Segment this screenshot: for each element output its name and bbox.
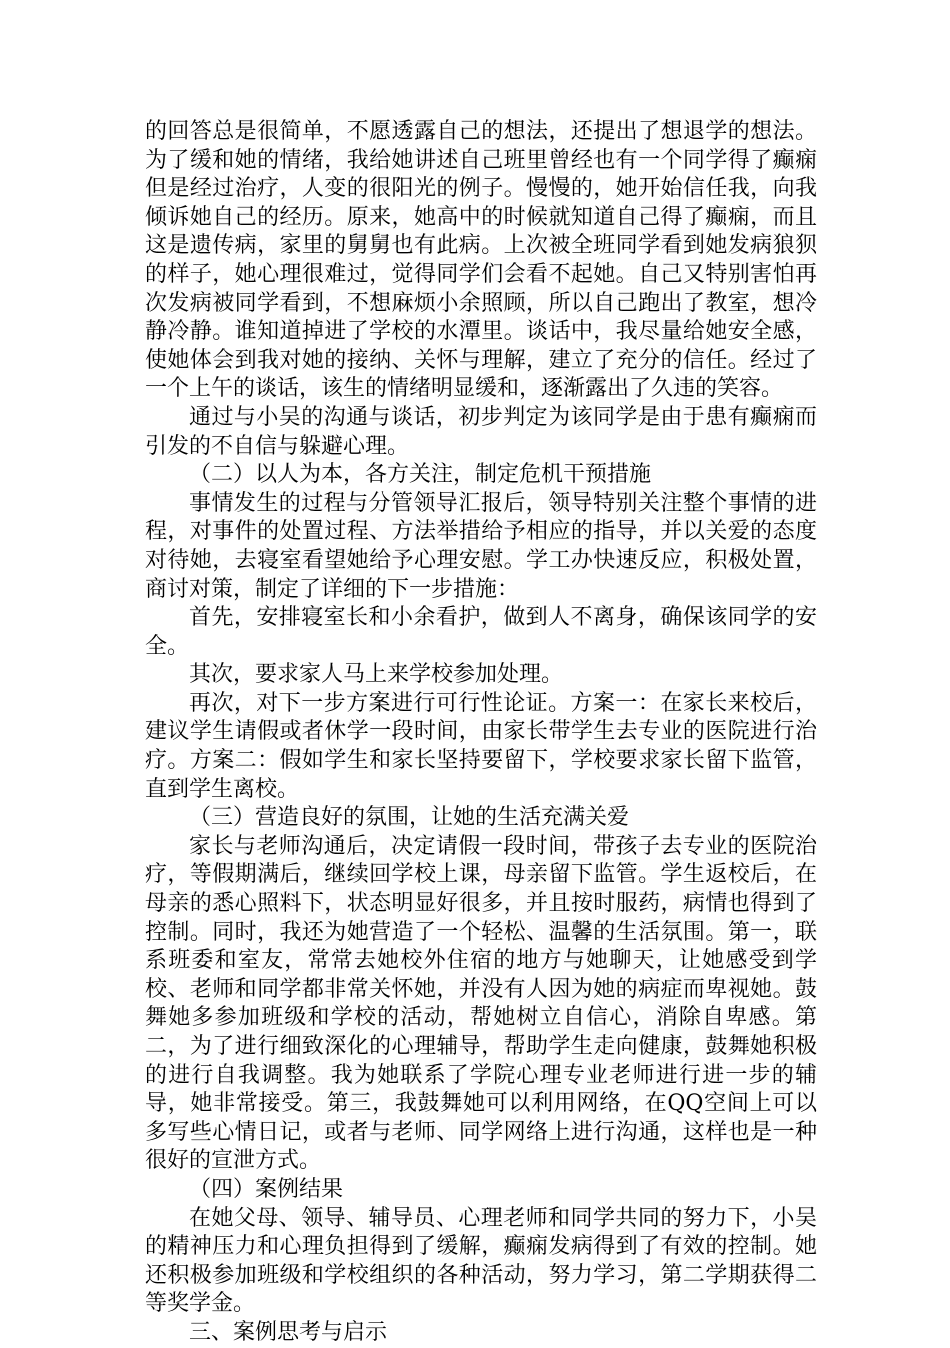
section-heading-3: （三）营造良好的氛围，让她的生活充满关爱 bbox=[189, 805, 630, 831]
paragraph-7: 家长与老师沟通后，决定请假一段时间，带孩子去专业的医院治疗，等假期满后，继续回学校上课，母亲留下监管。学生返校后，在母亲的悉心照料下，状态明显好很多，并且按时服药，病情也得到了控制。同时，我还为她营造了一个轻松、温馨的生活氛围。第一，联系班委和室友，常常去她校外住宿的地方与她聊天，让她感受到学校、老师和同学都非常关怀她，并没有人因为她的病症而卑视她。鼓舞她多参加班级和学校的活动，帮她树立自信心，消除自卑感。第二，为了进行细致深化的心理辅导，帮助学生走向健康，鼓舞她积极的进行自我调整。我为她联系了学院心理专业老师进行进一步的辅导，她非常接受。第三，我鼓舞她可以利用网络，在QQ空间上可以多写些心情日记，或者与老师、同学网络上进行沟通，这样也是一种很好的宣泄方式。 bbox=[145, 833, 817, 1174]
chapter-heading-3: 三、案例思考与启示 bbox=[189, 1319, 388, 1345]
paragraph-4: 首先，安排寝室长和小余看护，做到人不离身，确保该同学的安全。 bbox=[145, 605, 817, 659]
section-heading-2: （二）以人为本，各方关注，制定危机干预措施 bbox=[189, 462, 652, 488]
paragraph-8: 在她父母、领导、辅导员、心理老师和同学共同的努力下，小吴的精神压力和心理负担得到了缓解，癫痫发病得到了有效的控制。她还积极参加班级和学校组织的各种活动，努力学习，第二学期获得二等奖学金。 bbox=[145, 1205, 817, 1317]
section-heading-4: （四）案例结果 bbox=[189, 1176, 344, 1202]
paragraph-5: 其次，要求家人马上来学校参加处理。 bbox=[189, 662, 564, 688]
paragraph-1: 的回答总是很简单，不愿透露自己的想法，还提出了想退学的想法。为了缓和她的情绪，我给她讲述自己班里曾经也有一个同学得了癫痫但是经过治疗，人变的很阳光的例子。慢慢的，她开始信任我，向我倾诉她自己的经历。原来，她高中的时候就知道自己得了癫痫，而且这是遗传病，家里的舅舅也有此病。上次被全班同学看到她发病狼狈的样子，她心理很难过，觉得同学们会看不起她。自己又特别害怕再次发病被同学看到，不想麻烦小余照顾，所以自己跑出了教室，想冷静冷静。谁知道掉进了学校的水潭里。谈话中，我尽量给她安全感，使她体会到我对她的接纳、关怀与理解，建立了充分的信任。经过了一个上午的谈话，该生的情绪明显缓和，逐渐露出了久违的笑容。 bbox=[145, 119, 817, 402]
document-body bbox=[145, 118, 817, 1348]
paragraph-6: 再次，对下一步方案进行可行性论证。方案一：在家长来校后，建议学生请假或者休学一段时间，由家长带学生去专业的医院进行治疗。方案二：假如学生和家长坚持要留下，学校要求家长留下监管，直到学生离校。 bbox=[145, 690, 817, 802]
paragraph-2: 通过与小吴的沟通与谈话，初步判定为该同学是由于患有癫痫而引发的不自信与躲避心理。 bbox=[145, 404, 817, 459]
paragraph-3: 事情发生的过程与分管领导汇报后，领导特别关注整个事情的进程，对事件的处置过程、方法举措给予相应的指导，并以关爱的态度对待她，去寝室看望她给予心理安慰。学工办快速反应，积极处置，商讨对策，制定了详细的下一步措施： bbox=[145, 490, 817, 602]
